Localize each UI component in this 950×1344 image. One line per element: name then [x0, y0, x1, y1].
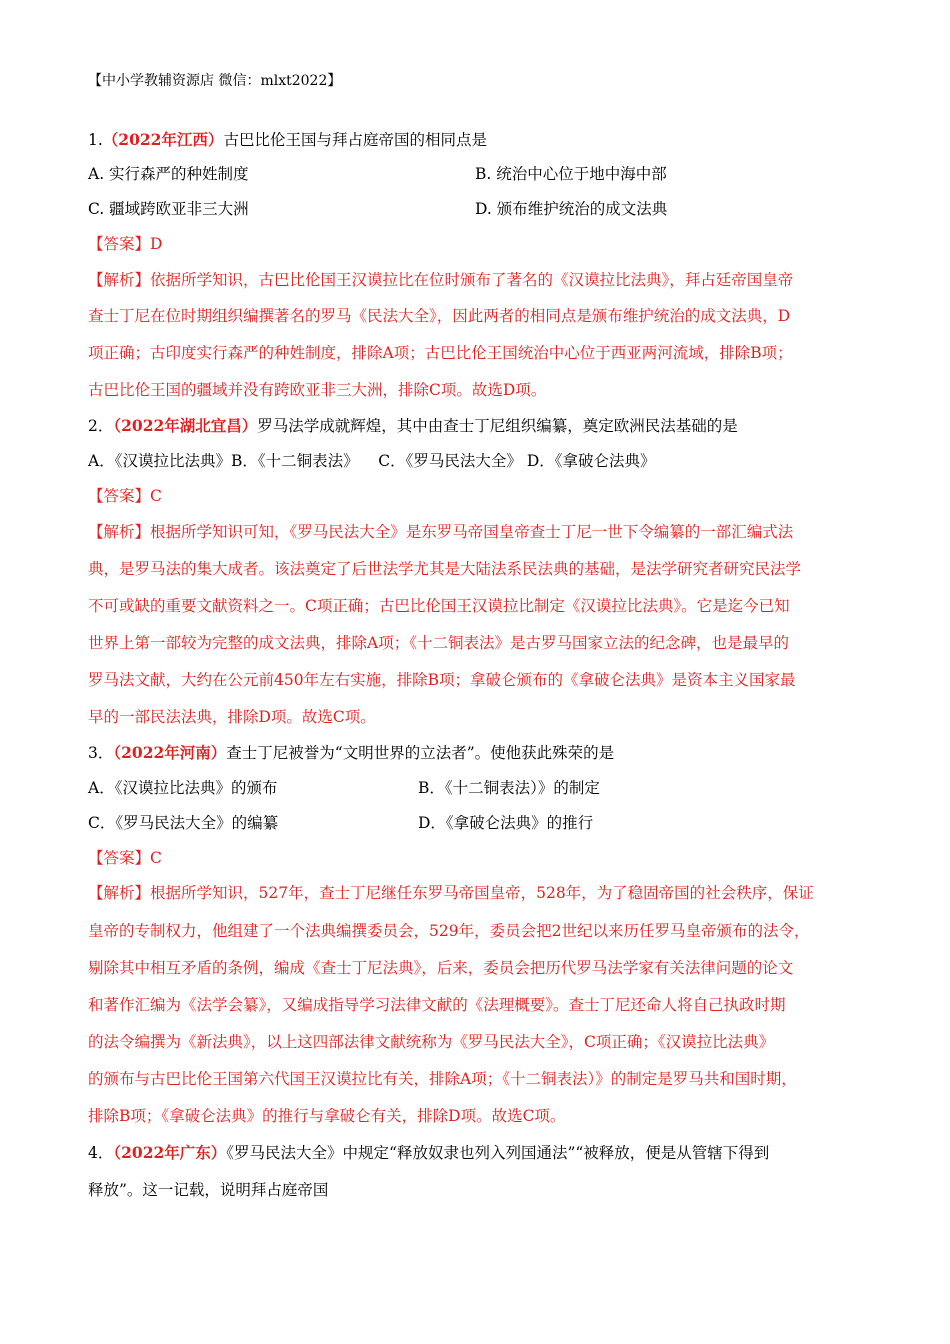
- page-header: 【中小学教辅资源店 微信：mlxt2022】: [88, 73, 342, 89]
- question-1-option-d: D. 颁布维护统治的成文法典: [475, 200, 668, 218]
- question-2-analysis-line: 典，是罗马法的集大成者。该法奠定了后世法学尤其是大陆法系民法典的基础，是法学研究者研究民法学: [88, 560, 802, 578]
- question-2-analysis-line: 【解析】根据所学知识可知，《罗马民法大全》是东罗马帝国皇帝查士丁尼一世下令编纂的一部汇编式法: [88, 523, 794, 541]
- question-3-analysis-line: 【解析】根据所学知识，527年，查士丁尼继任东罗马帝国皇帝，528年，为了稳固帝国的社会秩序，保证: [88, 884, 814, 902]
- question-2-analysis-line: 早的一部民法法典，排除D项。故选C项。: [88, 708, 376, 726]
- question-3-option-d: D．《拿破仑法典》的推行: [418, 814, 594, 832]
- question-1-analysis-line: 【解析】依据所学知识，古巴比伦国王汉谟拉比在位时颁布了著名的《汉谟拉比法典》，拜占廷帝国皇帝: [88, 271, 794, 289]
- question-1-option-a: A. 实行森严的种姓制度: [88, 165, 249, 183]
- question-1-analysis-line: 古巴比伦王国的疆域并没有跨欧亚非三大洲，排除C项。故选D项。: [88, 381, 547, 399]
- question-2-answer: 【答案】C: [88, 487, 162, 505]
- analysis-tag: 【解析】: [88, 271, 151, 289]
- question-3-analysis-line: 的法令编撰为《新法典》，以上这四部法律文献统称为《罗马民法大全》，C项正确；《汉谟拉比法典》: [88, 1033, 775, 1051]
- question-2-analysis-line: 不可或缺的重要文献资料之一。C项正确；古巴比伦国王汉谟拉比制定《汉谟拉比法典》。它是迄今已知: [88, 597, 790, 615]
- question-3-analysis-line: 排除B项；《拿破仑法典》的推行与拿破仑有关，排除D项。故选C项。: [88, 1107, 566, 1125]
- question-3-analysis-line: 的颁布与古巴比伦王国第六代国王汉谟拉比有关，排除A项；《十二铜表法）》的制定是罗马共和国时期，: [88, 1070, 797, 1088]
- question-3-stem: [88, 743, 614, 763]
- analysis-tag: 【解析】: [88, 884, 151, 902]
- question-text: 《罗马民法大全》中规定“释放奴隶也列入列国通法”“被释放，便是从管辖下得到: [226, 1144, 770, 1162]
- question-number: 3．: [88, 744, 114, 762]
- question-number: 4．: [88, 1144, 114, 1162]
- question-text: 查士丁尼被誉为“文明世界的立法者”。使他获此殊荣的是: [226, 744, 615, 762]
- question-1-option-b: B. 统治中心位于地中海中部: [475, 165, 667, 183]
- question-text: 古巴比伦王国与拜占庭帝国的相同点是: [223, 131, 487, 149]
- question-number: 2．: [88, 417, 114, 435]
- question-text: 罗马法学成就辉煌，其中由查士丁尼组织编纂，奠定欧洲民法基础的是: [257, 417, 738, 435]
- analysis-tag: 【解析】: [88, 523, 151, 541]
- question-4-stem-continued: 释放”。这一记载，说明拜占庭帝国: [88, 1181, 329, 1199]
- question-1-stem: [88, 130, 487, 150]
- question-2-analysis-line: 罗马法文献，大约在公元前450年左右实施，排除B项；拿破仑颁布的《拿破仑法典》是资本主义国家最: [88, 671, 796, 689]
- question-1-analysis-line: 查士丁尼在位时期组织编撰著名的罗马《民法大全》，因此两者的相同点是颁布维护统治的成文法典，D: [88, 307, 791, 325]
- question-3-answer: 【答案】C: [88, 849, 162, 867]
- question-1-answer: 【答案】D: [88, 235, 163, 253]
- question-3-analysis-line: 和著作汇编为《法学会纂》，又编成指导学习法律文献的《法理概要》。查士丁尼还命人将自己执政时期: [88, 996, 786, 1014]
- question-4-stem: [88, 1143, 769, 1163]
- question-3-option-a: A．《汉谟拉比法典》的颁布: [88, 779, 278, 797]
- question-2-analysis-line: 世界上第一部较为完整的成文法典，排除A项；《十二铜表法》是古罗马国家立法的纪念碑，也是最早的: [88, 634, 789, 652]
- question-1-analysis-line: 项正确；古印度实行森严的种姓制度，排除A项；古巴比伦王国统治中心位于西亚两河流域，排除B项；: [88, 344, 793, 362]
- question-3-analysis-line: 皇帝的专制权力，他组建了一个法典编撰委员会，529年，委员会把2世纪以来历任罗马皇帝颁布的法令，: [88, 922, 810, 940]
- question-number: 1.: [88, 131, 103, 149]
- question-3-analysis-line: 剔除其中相互矛盾的条例，编成《查士丁尼法典》，后来，委员会把历代罗马法学家有关法律问题的论文: [88, 959, 794, 977]
- question-3-option-c: C．《罗马民法大全》的编纂: [88, 814, 279, 832]
- question-3-option-b: B．《十二铜表法）》的制定: [418, 779, 600, 797]
- question-2-stem: [88, 416, 738, 436]
- question-2-options: A．《汉谟拉比法典》B．《十二铜表法》 C．《罗马民法大全》 D．《拿破仑法典》: [88, 452, 656, 470]
- question-1-option-c: C. 疆域跨欧亚非三大洲: [88, 200, 249, 218]
- question-source: （2022年湖北宜昌）: [113, 416, 258, 435]
- question-source: （2022年河南）: [113, 743, 227, 762]
- question-source: （2022年广东）: [113, 1143, 227, 1162]
- question-source: （2022年江西）: [102, 130, 224, 149]
